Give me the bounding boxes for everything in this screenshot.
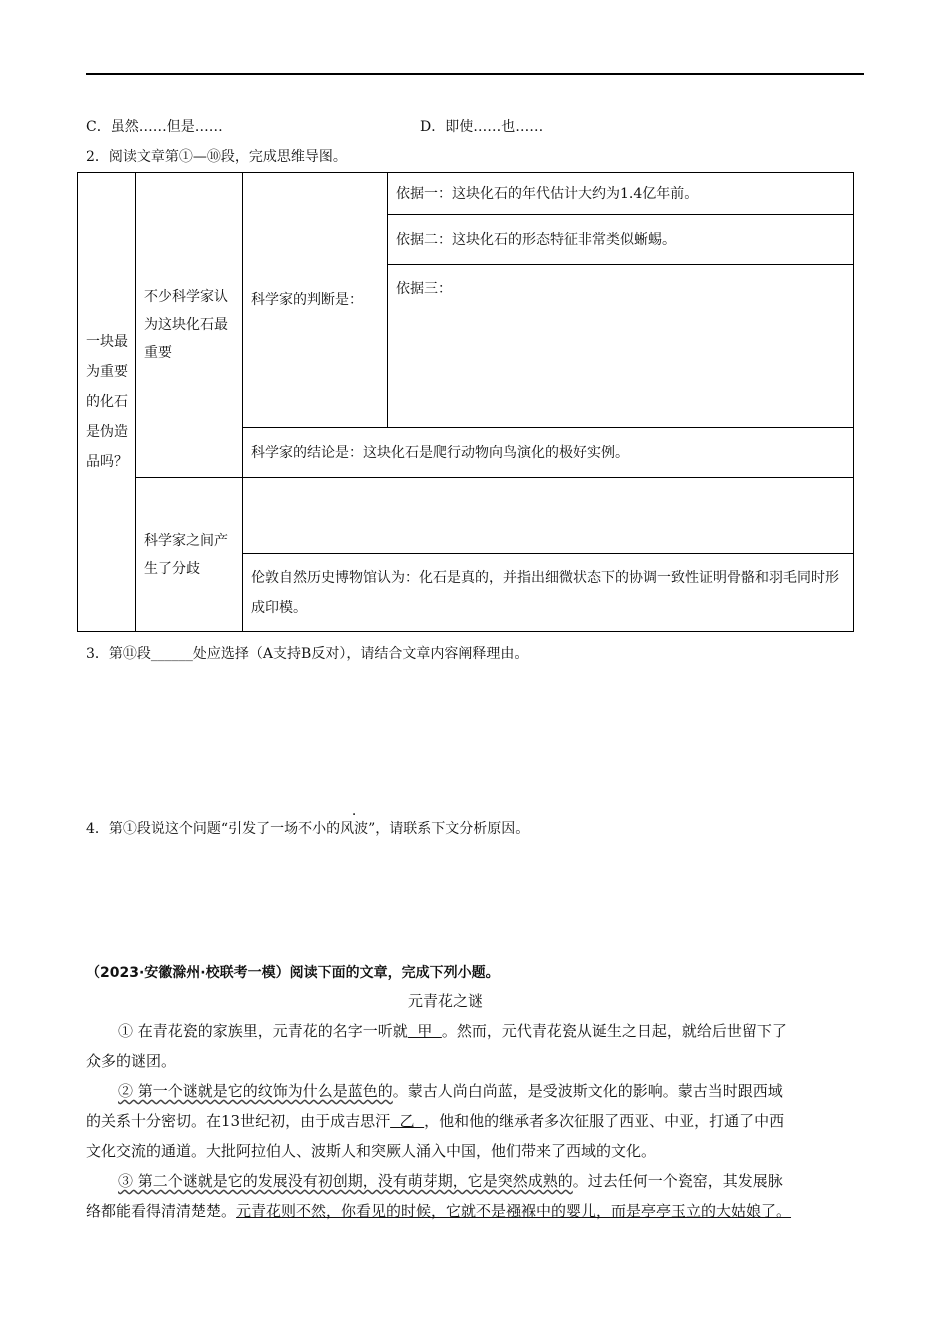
p3-line2 [86,1196,866,1226]
p2-text-a: 。蒙古人尚白尚蓝，是受波斯文化的影响。蒙古当时跟西域 [392,1082,783,1100]
p1-text-b: 。然而，元代青花瓷从诞生之日起，就给后世留下了 [441,1022,787,1040]
article-title: 元青花之谜 [408,992,484,1010]
question-2: 2．阅读文章第①—⑩段，完成思维导图。 [86,149,347,165]
question-3 [86,643,528,663]
p3-text-b: 络都能看得清清楚楚。 [86,1202,237,1220]
q4-suffix: ”，请联系下文分析原因。 [368,821,530,837]
p1-line2: 众多的谜团。 [86,1052,177,1070]
judgment-label: 科学家的判断是： [243,173,388,428]
section-heading: （2023·安徽滁州·校联考一模）阅读下面的文章，完成下列小题。 [86,965,500,981]
p2-text-c: ，他和他的继承者多次征服了西亚、中亚，打通了中西 [424,1112,785,1130]
p2-text-b: 的关系十分密切。在13世纪初，由于成吉思汗 [86,1112,391,1130]
p2-line1 [86,1076,866,1106]
q4-dotted-word [340,821,368,837]
q3-blank: ______ [150,646,193,662]
p1-line1 [86,1016,866,1046]
q3-prefix: 3．第⑪段 [86,646,151,662]
p1-text-a: ① 在青花瓷的家族里，元青花的名字一听就 [118,1022,408,1040]
q4-dotted-text: 风波 [340,821,369,837]
blank-yi: 乙 [390,1112,425,1130]
p2-line3: 文化交流的通道。大批阿拉伯人、波斯人和突厥人涌入中国，他们带来了西域的文化。 [86,1142,657,1160]
q4-prefix: 4．第①段说这个问题“引发了一场不小的 [86,821,341,837]
p3-underlined-sentence: 元青花则不然，你看见的时候，它就不是襁褓中的婴儿，而是亭亭玉立的大姑娘了。 [236,1202,792,1220]
option-d: D．即使……也…… [420,119,544,135]
q3-suffix: 处应选择（A支持B反对），请结合文章内容阐释理由。 [192,646,529,662]
p3-wavy-sentence: ③ 第二个谜就是它的发展没有初创期，没有萌芽期，它是突然成熟的 [118,1172,573,1190]
basis-one: 依据一：这块化石的年代估计大约为1.4亿年前。 [388,173,854,215]
mind-map-root: 一块最为重要的化石是伪造品吗？ [78,173,136,632]
blank-answer-cell [243,478,854,554]
branch-majority-view: 不少科学家认为这块化石最重要 [136,173,243,478]
p3-line1 [86,1166,866,1196]
question-4 [86,818,529,838]
branch-disagreement: 科学家之间产生了分歧 [136,478,243,632]
blank-jia: 甲 [407,1022,442,1040]
basis-two: 依据二：这块化石的形态特征非常类似蜥蜴。 [388,215,854,265]
p2-wavy-sentence: ② 第一个谜就是它的纹饰为什么是蓝色的 [118,1082,393,1100]
article-body [86,1016,866,1226]
mind-map-table [77,172,854,632]
top-rule [86,73,864,75]
basis-three: 依据三： [388,265,854,428]
museum-view: 伦敦自然历史博物馆认为：化石是真的，并指出细微状态下的协调一致性证明骨骼和羽毛同时形成印模。 [243,554,854,632]
p3-text-a: 。过去任何一个瓷窑，其发展脉 [572,1172,783,1190]
p2-line2 [86,1106,866,1136]
scientist-conclusion: 科学家的结论是：这块化石是爬行动物向鸟演化的极好实例。 [243,428,854,478]
option-c: C．虽然……但是…… [86,119,223,135]
